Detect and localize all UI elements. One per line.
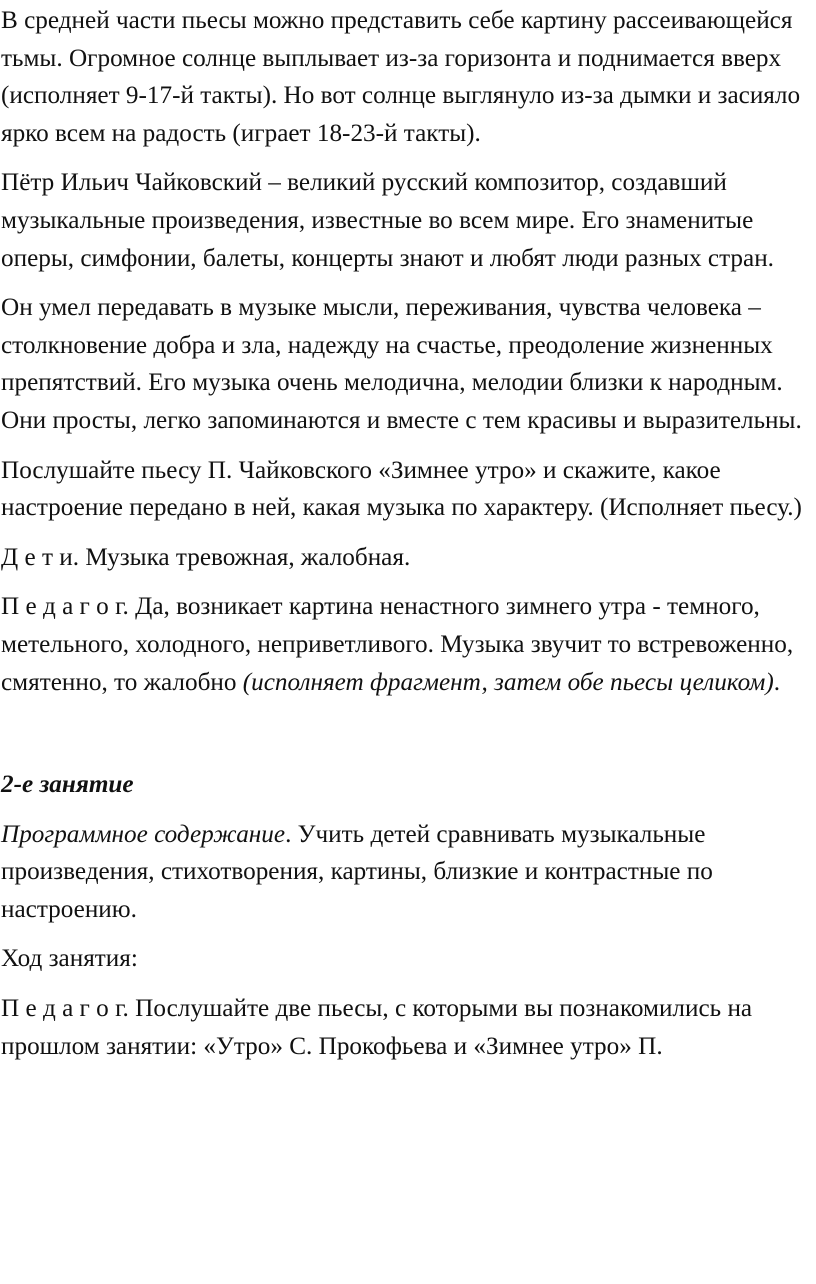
teacher-reply-end: . xyxy=(773,668,781,696)
paragraph-tchaikovsky: Пётр Ильич Чайковский – великий русский композитор, создавший музыкальные произведения, известные во всем мире. Его знаменитые оперы, симфонии, балеты, концерты знают и любят люди разных стран. xyxy=(1,169,774,272)
children-answer-text: Музыка тревожная, жалобная. xyxy=(79,543,411,571)
paragraph-listen-prompt: Послушайте пьесу П. Чайковского «Зимнее утро» и скажите, какое настроение передано в ней, какая музыка по характеру. (Исполняет пьесу.) xyxy=(1,456,802,522)
paragraph-lesson-flow: Ход занятия: xyxy=(1,945,138,973)
program-content-text: . Учить детей сравнивать музыкальные произведения, стихотворения, картины, близкие и контрастные по настроению. xyxy=(1,820,713,923)
paragraph-teacher-reply xyxy=(1,588,812,701)
teacher-reply-text: Да, возникает картина ненастного зимнего утра - темного, метельного, холодного, неприветливого. Музыка звучит то встревоженно, смятенно, то жалобно xyxy=(1,593,794,696)
paragraph-teacher-intro xyxy=(1,990,812,1065)
section-spacer xyxy=(1,713,812,766)
section-heading: 2-е занятие xyxy=(1,771,134,799)
speaker-teacher: П е д а г о г. xyxy=(1,593,129,621)
program-content-label: Программное содержание xyxy=(1,820,286,848)
paragraph-sun: В средней части пьесы можно представить себе картину рассеивающейся тьмы. Огромное солнце выплывает из-за горизонта и поднимается вверх (исполняет 9-17-й такты). Но вот солнце выглянуло из-за дымки и засияло ярко всем на радость (играет 18-23-й такты). xyxy=(1,7,801,147)
teacher-stage-direction: (исполняет фрагмент, затем обе пьесы целиком) xyxy=(242,668,774,696)
speaker-teacher-2: П е д а г о г. xyxy=(1,995,129,1023)
paragraph-children-answer xyxy=(1,539,812,577)
paragraph-program-content xyxy=(1,816,812,929)
teacher-intro-text: Послушайте две пьесы, с которыми вы познакомились на прошлом занятии: «Утро» С. Прокофьева и «Зимнее утро» П. xyxy=(1,995,753,1060)
speaker-children: Д е т и. xyxy=(1,543,80,571)
paragraph-music-feelings: Он умел передавать в музыке мысли, переживания, чувства человека – столкновение добра и зла, надежду на счастье, преодоление жизненных препятствий. Его музыка очень мелодична, мелодии близки к народным. Они просты, легко запоминаются и вместе с тем красивы и выразительны. xyxy=(1,294,802,434)
